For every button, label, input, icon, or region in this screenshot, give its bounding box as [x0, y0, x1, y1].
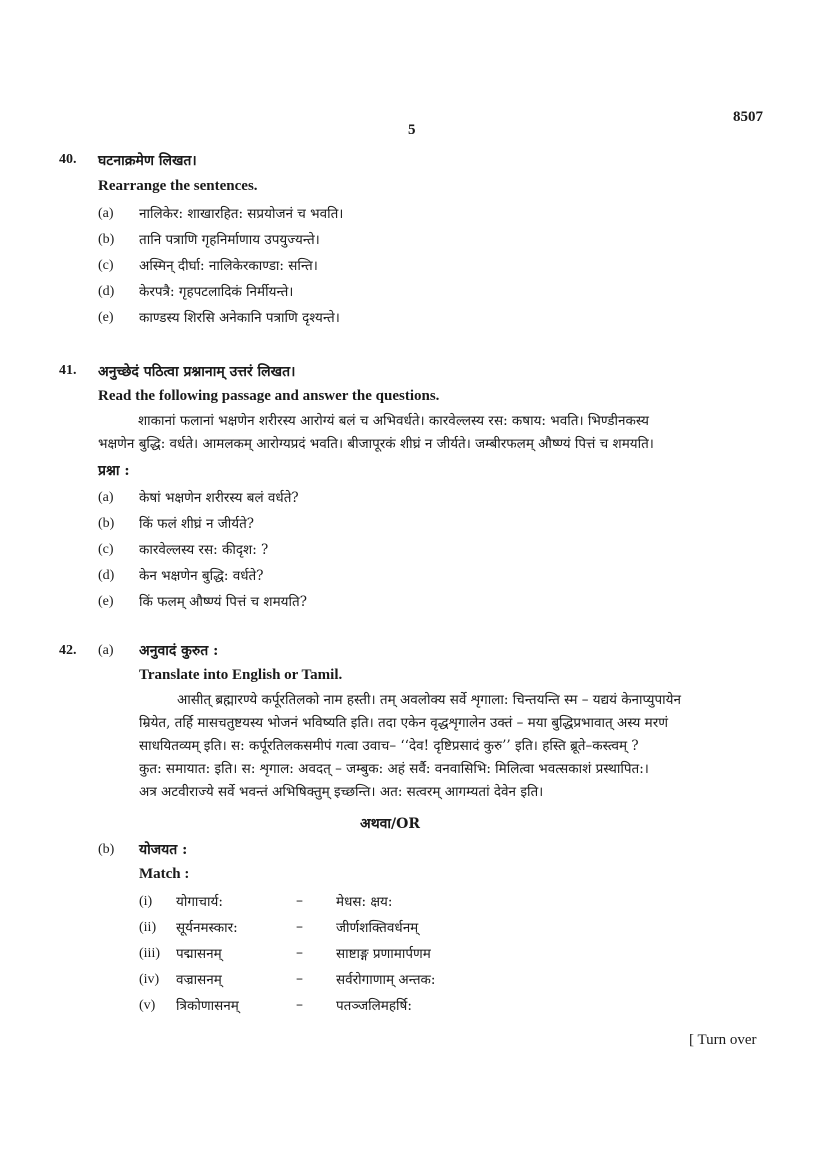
item-text: केन भक्षणेन बुद्धि: वर्धते? [139, 568, 264, 584]
item-text: किं फलम् औष्ण्यं पित्तं च शमयति? [139, 594, 307, 610]
turn-over-note: [ Turn over [689, 1032, 757, 1048]
match-left: योगाचार्य: [176, 894, 223, 910]
item-text: कारवेल्लस्य रस: कीदृश: ? [139, 542, 269, 558]
translation-passage [139, 689, 681, 804]
passage-line: आसीत् ब्रह्मारण्ये कर्पूरतिलको नाम हस्ती। तम् अवलोक्य सर्वे शृगाला: चिन्तयन्ति स्म – यद्ययं केनाप्युपायेन [177, 692, 681, 708]
question-number: 41. [59, 363, 77, 378]
or-separator: अथवा/OR [360, 816, 420, 832]
item-label: (a) [98, 490, 114, 505]
item-label: (e) [98, 594, 114, 609]
question-number: 42. [59, 643, 77, 658]
match-right: सर्वरोगाणाम् अन्तक: [336, 972, 436, 988]
match-dash: – [296, 997, 303, 1013]
match-dash: – [296, 919, 303, 935]
match-left: पद्मासनम् [176, 946, 222, 962]
paper-code: 8507 [733, 109, 763, 125]
item-text: अस्मिन् दीर्घा: नालिकेरकाण्डा: सन्ति। [139, 258, 318, 274]
item-label: (e) [98, 310, 114, 325]
item-label: (a) [98, 206, 114, 221]
passage-line: साधयितव्यम् इति। स: कर्पूरतिलकसमीपं गत्वा उवाच– ‘‘देव! दृष्टिप्रसादं कुरु’’ इति। हस्ति ब्रूते–कस्त्वम् ? [139, 738, 639, 754]
match-right: पतञ्जलिमहर्षि: [336, 998, 412, 1014]
match-dash: – [296, 893, 303, 909]
part-title: अनुवादं कुरुत : [139, 643, 219, 659]
item-text: किं फलं शीघ्रं न जीर्यते? [139, 516, 255, 532]
match-left: सूर्यनमस्कार: [176, 920, 238, 936]
question-number: 40. [59, 152, 77, 167]
row-label: (iii) [139, 946, 160, 961]
item-label: (d) [98, 568, 115, 583]
match-right: जीर्णशक्तिवर्धनम् [336, 920, 419, 936]
item-text: केरपत्रै: गृहपटलादिकं निर्मीयन्ते। [139, 284, 294, 300]
part-label: (b) [98, 842, 115, 857]
passage-line: कुत: समायात: इति। स: शृगाल: अवदत् – जम्बुक: अहं सर्वै: वनवासिभि: मिलित्वा भवत्सकाशं प्रस्थापित:। [139, 761, 649, 777]
match-dash: – [296, 945, 303, 961]
row-label: (v) [139, 998, 156, 1013]
item-label: (c) [98, 258, 114, 273]
part-instruction: Translate into English or Tamil. [139, 667, 343, 683]
row-label: (ii) [139, 920, 157, 935]
item-text: तानि पत्राणि गृहनिर्माणाय उपयुज्यन्ते। [139, 232, 320, 248]
question-title: घटनाक्रमेण लिखत। [98, 153, 197, 169]
passage-line: भक्षणेन बुद्धि: वर्धते। आमलकम् आरोग्यप्रदं भवति। बीजापूरकं शीघ्रं न जीर्यते। जम्बीरफलम् औष्ण्यं पित्तं च शमयति। [98, 436, 654, 452]
passage-line: अत्र अटवीराज्ये सर्वे भवन्तं अभिषिक्तुम् इच्छन्ति। अत: सत्वरम् आगम्यतां देवेन इति। [139, 784, 544, 800]
question-title: अनुच्छेदं पठित्वा प्रश्नानाम् उत्तरं लिखत। [98, 364, 296, 380]
question-instruction: Read the following passage and answer the questions. [98, 388, 440, 404]
item-text: केषां भक्षणेन शरीरस्य बलं वर्धते? [139, 490, 299, 506]
item-text: नालिकेर: शाखारहित: सप्रयोजनं च भवति। [139, 206, 344, 222]
passage [98, 410, 654, 456]
row-label: (iv) [139, 972, 160, 987]
passage-line: म्रियेत, तर्हि मासचतुष्टयस्य भोजनं भविष्यति इति। तदा एकेन वृद्धशृगालेन उक्तं – मया बुद्धिप्रभावात् अस्य मरणं [139, 715, 669, 731]
match-dash: – [296, 971, 303, 987]
item-label: (c) [98, 542, 114, 557]
item-label: (b) [98, 232, 115, 247]
match-right: मेधस: क्षय: [336, 894, 393, 910]
item-label: (d) [98, 284, 115, 299]
item-text: काण्डस्य शिरसि अनेकानि पत्राणि दृश्यन्ते। [139, 310, 340, 326]
passage-line: शाकानां फलानां भक्षणेन शरीरस्य आरोग्यं बलं च अभिवर्धते। कारवेल्लस्य रस: कषाय: भवति। भिण्डीनकस्य [138, 413, 649, 429]
row-label: (i) [139, 894, 153, 909]
match-label: Match : [139, 866, 190, 882]
match-right: साष्टाङ्ग प्रणामार्पणम [336, 946, 431, 962]
item-label: (b) [98, 516, 115, 531]
questions-label: प्रश्ना : [98, 463, 130, 479]
match-left: वज्रासनम् [176, 972, 222, 988]
part-label: (a) [98, 643, 114, 658]
part-title: योजयत : [139, 842, 188, 858]
match-left: त्रिकोणासनम् [176, 998, 239, 1014]
page-number: 5 [408, 122, 416, 138]
question-instruction: Rearrange the sentences. [98, 178, 258, 194]
